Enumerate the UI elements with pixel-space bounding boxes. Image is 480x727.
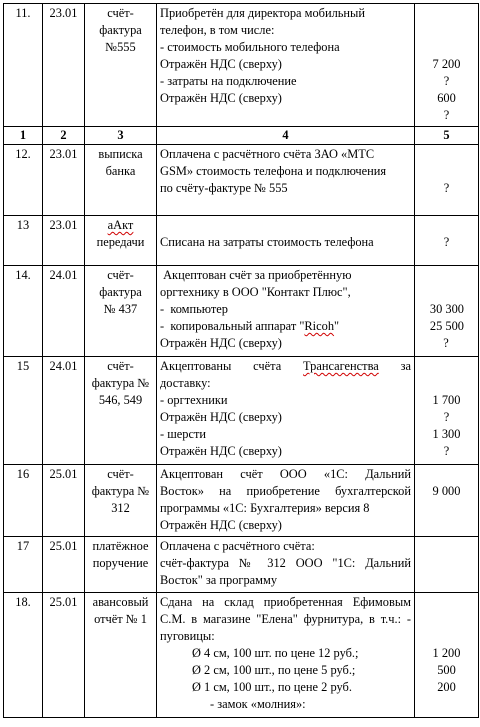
row-number: 13: [4, 216, 43, 266]
row-content: Оплачена с расчётного счёта: счёт-фактура № 312 ООО "1С: Дальний Восток" за программу: [157, 537, 415, 593]
row-document: счёт- фактура № 312: [85, 465, 157, 537]
row-number: 11.: [4, 4, 43, 127]
row-number: 14.: [4, 266, 43, 357]
row-document: счёт- фактура № 546, 549: [85, 357, 157, 465]
row-content: Акцептован счёт ООО «1С: Дальний Восток» на приобретение бухгалтерской программы «1С: Бухгалтерия» версия 8 Отражён НДС (сверху): [157, 465, 415, 537]
row-amount: ?: [415, 216, 479, 266]
table-row: [4, 4, 479, 127]
row-document: счёт- фактура № 437: [85, 266, 157, 357]
row-date: 25.01: [43, 593, 85, 718]
row-number: 15: [4, 357, 43, 465]
table-row: [4, 266, 479, 357]
row-content: Оплачена с расчётного счёта ЗАО «МТС GSM» стоимость телефона и подключения по счёту-фактуре № 555: [157, 145, 415, 216]
table-row: [4, 537, 479, 593]
row-amount: [415, 537, 479, 593]
row-content: Акцептован счёт за приобретённую оргтехнику в ООО "Контакт Плюс", - компьютер - копировальный аппарат "Ricoh" Отражён НДС (сверху): [157, 266, 415, 357]
row-date: 23.01: [43, 4, 85, 127]
row-date: 25.01: [43, 537, 85, 593]
column-number: 2: [43, 127, 85, 145]
row-document: аАкт передачи: [85, 216, 157, 266]
row-amount: 1 700 ? 1 300 ?: [415, 357, 479, 465]
column-number: 3: [85, 127, 157, 145]
table-row: [4, 357, 479, 465]
row-document: выписка банка: [85, 145, 157, 216]
row-date: 23.01: [43, 145, 85, 216]
row-content: Акцептованы счёта Трансагенства за доставку: - оргтехники Отражён НДС (сверху) - шерсти Отражён НДС (сверху): [157, 357, 415, 465]
row-number: 18.: [4, 593, 43, 718]
row-amount: 7 200 ? 600 ?: [415, 4, 479, 127]
row-number: 17: [4, 537, 43, 593]
row-date: 24.01: [43, 357, 85, 465]
row-content: Сдана на склад приобретенная Ефимовым С.М. в магазине "Елена" фурнитура, в т.ч.: - пуговицы: Ø 4 см, 100 шт. по цене 12 руб.; Ø 2 см, 100 шт., по цене 5 руб.; Ø 1 см, 100 шт., по цене 2 руб. - замок «молния»:: [157, 593, 415, 718]
column-number: 1: [4, 127, 43, 145]
row-content: Приобретён для директора мобильный телефон, в том числе: - стоимость мобильного телефона Отражён НДС (сверху) - затраты на подключение Отражён НДС (сверху): [157, 4, 415, 127]
row-date: 23.01: [43, 216, 85, 266]
row-content: Списана на затраты стоимость телефона: [157, 216, 415, 266]
row-date: 25.01: [43, 465, 85, 537]
column-number: 5: [415, 127, 479, 145]
column-number-row: [4, 127, 479, 145]
row-document: счёт- фактура №555: [85, 4, 157, 127]
row-amount: 1 200 500 200: [415, 593, 479, 718]
table-row: [4, 216, 479, 266]
row-document: платёжное поручение: [85, 537, 157, 593]
table-row: [4, 593, 479, 718]
row-amount: 9 000: [415, 465, 479, 537]
journal-table: [3, 3, 479, 718]
row-document: авансовый отчёт № 1: [85, 593, 157, 718]
row-number: 16: [4, 465, 43, 537]
row-amount: 30 300 25 500 ?: [415, 266, 479, 357]
column-number: 4: [157, 127, 415, 145]
row-amount: ?: [415, 145, 479, 216]
table-row: [4, 465, 479, 537]
row-number: 12.: [4, 145, 43, 216]
table-row: [4, 145, 479, 216]
row-date: 24.01: [43, 266, 85, 357]
